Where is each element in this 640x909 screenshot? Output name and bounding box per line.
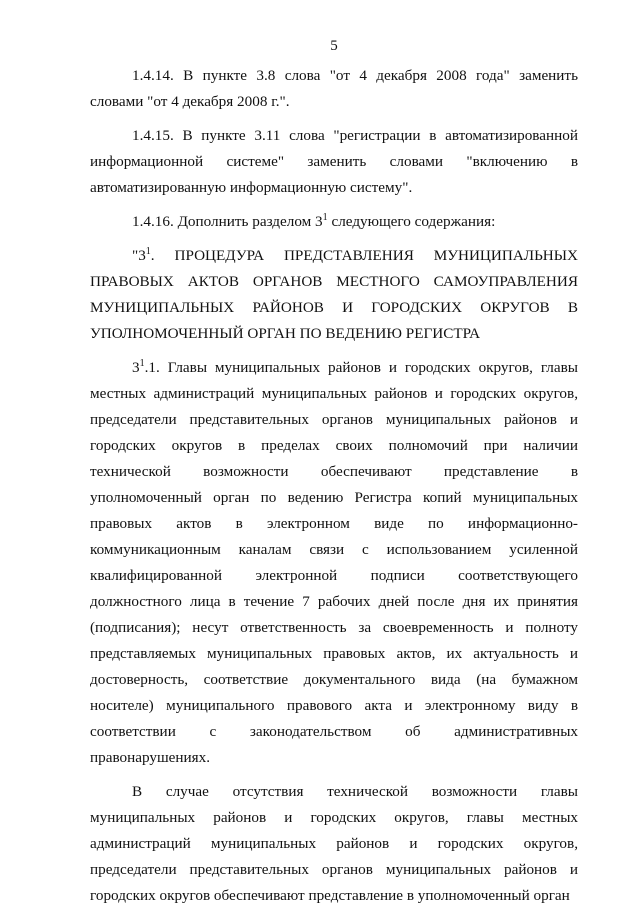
heading-superscript: 1 bbox=[145, 246, 151, 257]
paragraph-1-4-14: 1.4.14. В пункте 3.8 слова "от 4 декабря 2008 года" заменить словами "от 4 декабря 2008 г.". bbox=[90, 67, 578, 110]
paragraph-1-4-15: 1.4.15. В пункте 3.11 слова "регистрации в автоматизированной информационной системе" заменить словами "включению в автоматизированную информационную систему". bbox=[90, 127, 578, 196]
p3-before: 1.4.16. Дополнить разделом 3 bbox=[132, 213, 323, 230]
p5-text: .1. Главы муниципальных районов и городских округов, главы местных администраций муниципальных районов и городских округов, председатели представительных органов муниципальных районов и городских округов в пределах своих полномочий при наличии технической возможности обеспечивают представление в уполномоченный орган по ведению Регистра копий муниципальных правовых актов в электронном виде по информационно-коммуникационным каналам связи с использованием усиленной квалифицированной электронной подписи соответствующего должностного лица в течение 7 рабочих дней после дня их принятия (подписания); несут ответственность за своевременность и полноту представляемых муниципальных правовых актов, их актуальность и достоверность, соответствие документального вида (на бумажном носителе) муниципального правового акта и электронному виду в соответствии с законодательством об административных правонарушениях. bbox=[90, 359, 578, 766]
p5-superscript: 1 bbox=[139, 358, 145, 369]
heading-open: "3 bbox=[132, 247, 146, 264]
section-heading bbox=[90, 243, 578, 347]
paragraph-no-technical-possibility: В случае отсутствия технической возможности главы муниципальных районов и городских округов, главы местных администраций муниципальных районов и городских округов, председатели представительных органов муниципальных районов и городских округов обеспечивают представление в уполномоченный орган bbox=[90, 783, 578, 904]
p3-superscript: 1 bbox=[322, 212, 328, 223]
heading-text: . ПРОЦЕДУРА ПРЕДСТАВЛЕНИЯ МУНИЦИПАЛЬНЫХ ПРАВОВЫХ АКТОВ ОРГАНОВ МЕСТНОГО САМОУПРАВЛЕНИЯ МУНИЦИПАЛЬНЫХ РАЙОНОВ И ГОРОДСКИХ ОКРУГОВ В УПОЛНОМОЧЕННЫЙ ОРГАН ПО ВЕДЕНИЮ РЕГИСТРА bbox=[90, 247, 578, 342]
paragraph-1-4-16 bbox=[90, 209, 578, 235]
page-number: 5 bbox=[330, 38, 338, 54]
p3-after: следующего содержания: bbox=[327, 213, 496, 230]
p5-open: 3 bbox=[132, 359, 140, 376]
paragraph-3-1-1 bbox=[90, 355, 578, 771]
